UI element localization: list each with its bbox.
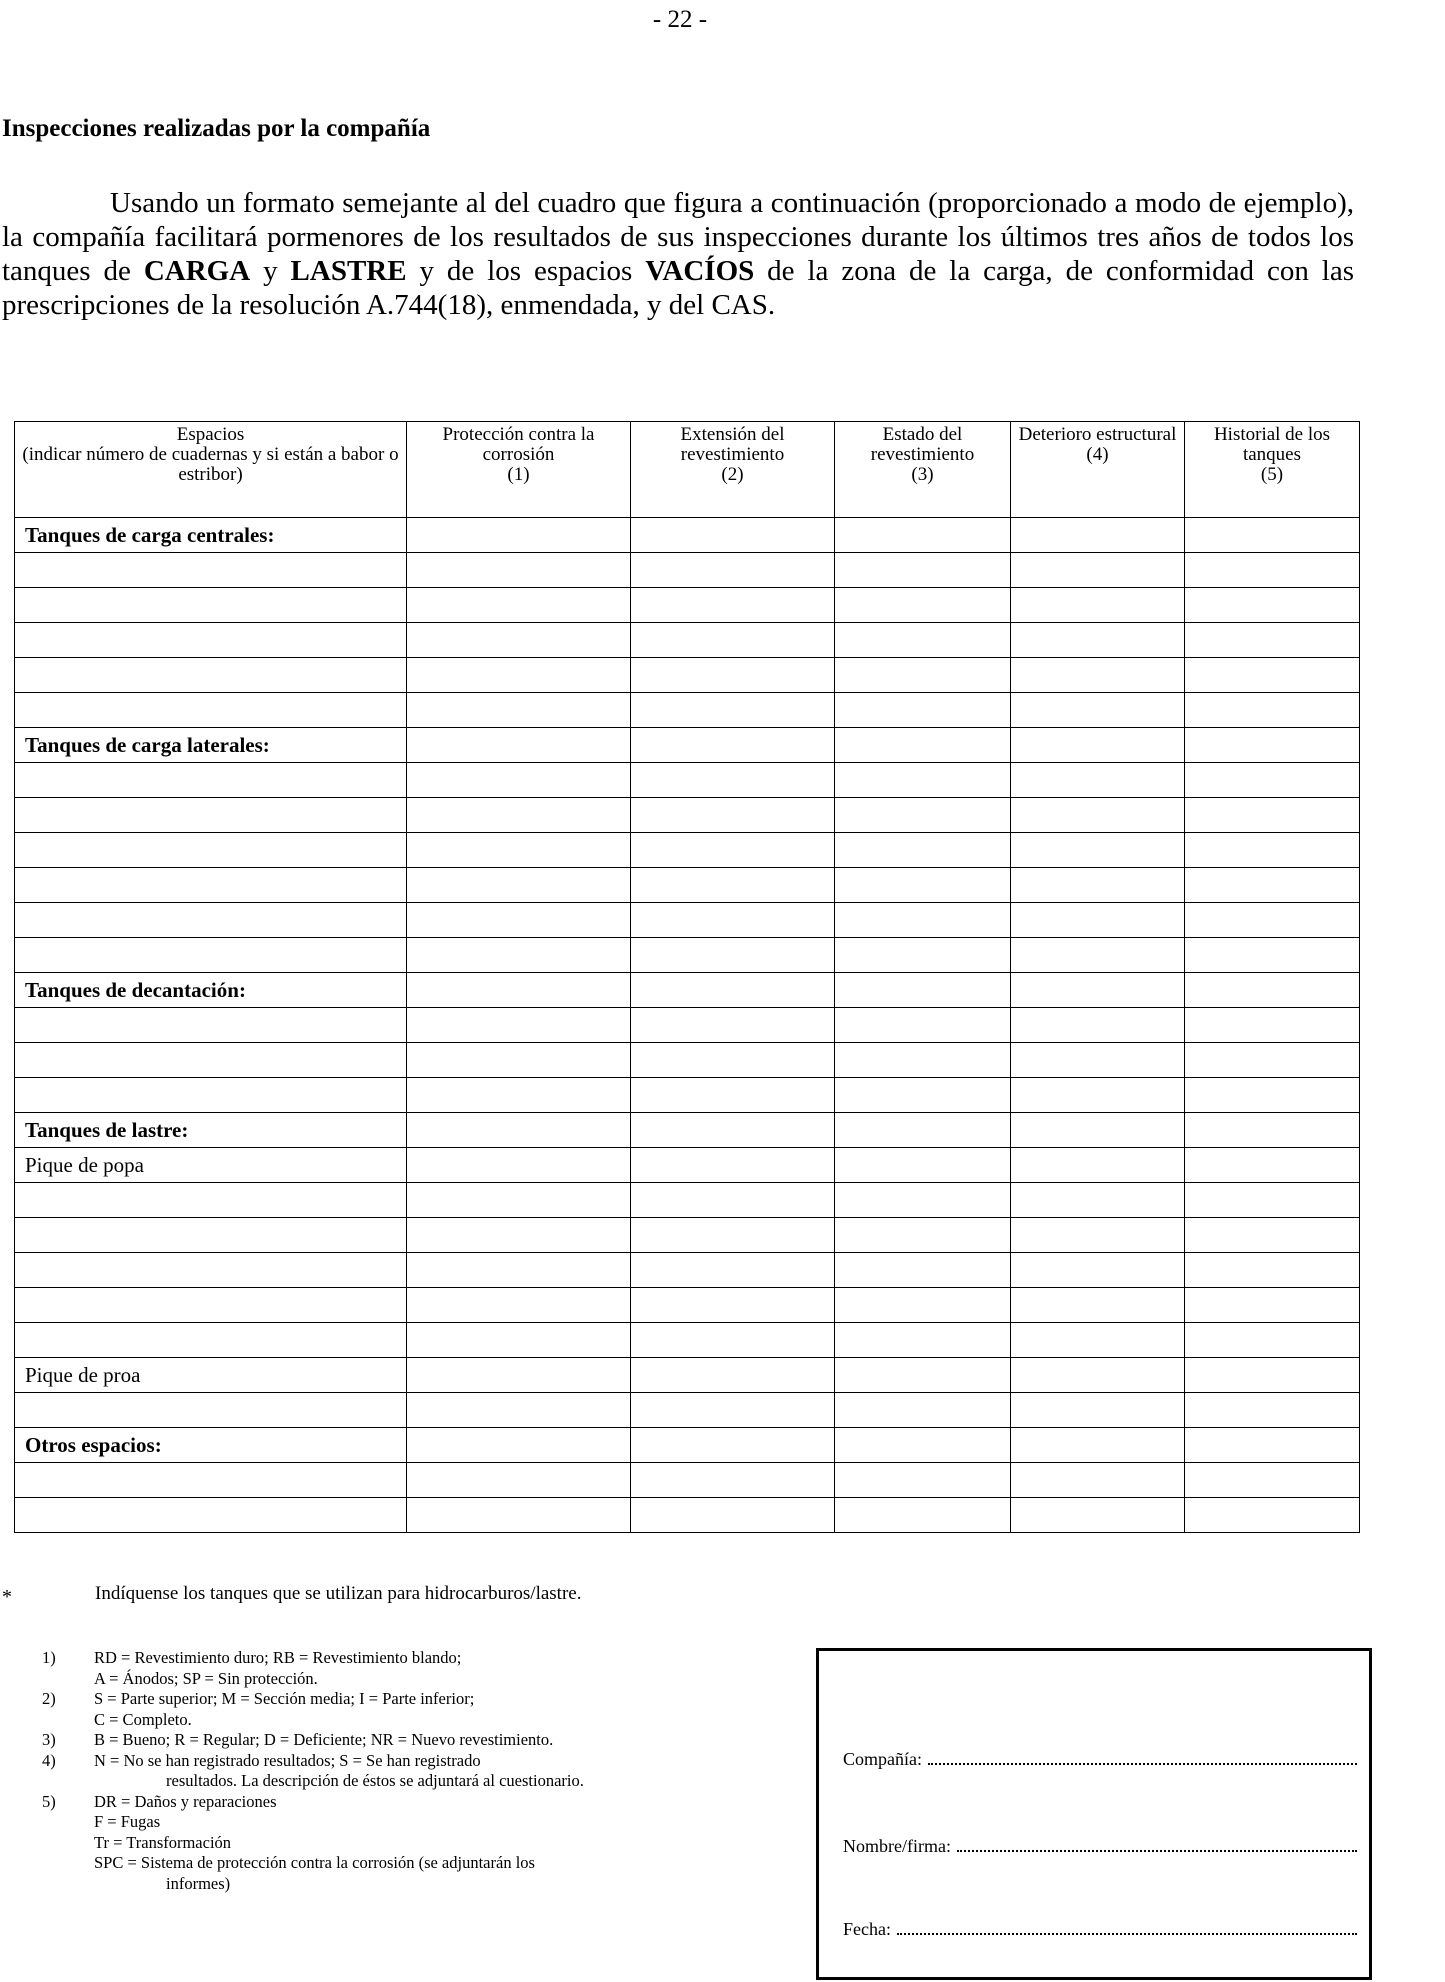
table-cell (1011, 903, 1185, 938)
table-cell (1185, 1288, 1360, 1323)
table-cell (835, 798, 1011, 833)
company-line (843, 1749, 1357, 1770)
legend-number: 5) (42, 1791, 56, 1811)
table-cell (1185, 1498, 1360, 1533)
table-cell (1011, 1113, 1185, 1148)
table-row (15, 903, 1360, 938)
table-cell (631, 1078, 835, 1113)
row-label-cell (15, 833, 407, 868)
table-cell (1011, 833, 1185, 868)
table-cell (407, 1078, 631, 1113)
date-line (843, 1919, 1357, 1940)
table-cell (835, 658, 1011, 693)
row-label-cell: Tanques de decantación: (15, 973, 407, 1008)
table-row (15, 1288, 1360, 1323)
table-cell (835, 1428, 1011, 1463)
table-cell (631, 658, 835, 693)
footnote-marker: * (2, 1586, 12, 1608)
table-cell (1011, 623, 1185, 658)
table-cell (835, 728, 1011, 763)
table-row (15, 763, 1360, 798)
table-row (15, 553, 1360, 588)
table-cell (835, 693, 1011, 728)
table-row (15, 1463, 1360, 1498)
table-cell (1011, 798, 1185, 833)
table-cell (407, 1043, 631, 1078)
company-label: Compañía: (843, 1749, 922, 1769)
row-label-cell (15, 798, 407, 833)
table-cell (835, 1218, 1011, 1253)
table-cell (1185, 1253, 1360, 1288)
legend-number: 4) (42, 1750, 56, 1770)
table-cell (835, 1463, 1011, 1498)
table-row (15, 1218, 1360, 1253)
table-cell (1011, 1498, 1185, 1533)
intro-bold-lastre: LASTRE (290, 255, 407, 287)
column-header-6: Historial de los tanques (5) (1185, 422, 1360, 518)
row-label-cell (15, 1078, 407, 1113)
table-cell (407, 763, 631, 798)
table-cell (631, 1498, 835, 1533)
row-label-cell (15, 553, 407, 588)
table-cell (835, 1113, 1011, 1148)
legend-line: F = Fugas (94, 1812, 161, 1831)
row-label-cell (15, 868, 407, 903)
table-cell (407, 1358, 631, 1393)
table-cell (631, 1463, 835, 1498)
table-header-row (15, 422, 1360, 518)
table-cell (631, 1148, 835, 1183)
row-label-cell (15, 658, 407, 693)
legend-line: C = Completo. (94, 1709, 192, 1729)
column-header-3: Extensión del revestimiento (2) (631, 422, 835, 518)
column-header-1: Espacios (indicar número de cuadernas y si están a babor o estribor) (15, 422, 407, 518)
table-cell (631, 1008, 835, 1043)
table-cell (1185, 973, 1360, 1008)
table-cell (407, 623, 631, 658)
table-cell (835, 553, 1011, 588)
table-cell (1185, 1428, 1360, 1463)
table-cell (407, 1323, 631, 1358)
table-cell (631, 518, 835, 553)
table-cell (631, 623, 835, 658)
table-cell (407, 1393, 631, 1428)
table-cell (1185, 1393, 1360, 1428)
legend-number: 1) (42, 1648, 56, 1667)
table-row (15, 728, 1360, 763)
row-label-cell (15, 1323, 407, 1358)
table-cell (631, 763, 835, 798)
table-cell (1011, 938, 1185, 973)
table-cell (631, 553, 835, 588)
table-cell (631, 1218, 835, 1253)
table-cell (1011, 1043, 1185, 1078)
table-cell (835, 868, 1011, 903)
table-cell (631, 868, 835, 903)
row-label-cell (15, 903, 407, 938)
table-cell (631, 728, 835, 763)
row-label-cell (15, 693, 407, 728)
row-label-cell (15, 1008, 407, 1043)
name-signature-line (843, 1836, 1357, 1857)
table-row (15, 518, 1360, 553)
table-row (15, 623, 1360, 658)
legend-line: RD = Revestimiento duro; RB = Revestimiento blando; (94, 1648, 462, 1667)
table-cell (407, 1498, 631, 1533)
table-cell (407, 798, 631, 833)
legend (42, 1648, 812, 1894)
table-cell (1185, 658, 1360, 693)
table-row (15, 693, 1360, 728)
table-cell (631, 1358, 835, 1393)
table-cell (1185, 1078, 1360, 1113)
table-cell (631, 1393, 835, 1428)
table-row (15, 1428, 1360, 1463)
table-cell (1185, 588, 1360, 623)
row-label-cell (15, 588, 407, 623)
table-cell (631, 833, 835, 868)
table-cell (1011, 1393, 1185, 1428)
table-cell (407, 728, 631, 763)
company-dots (928, 1762, 1357, 1765)
table-cell (1011, 1253, 1185, 1288)
table-cell (1011, 693, 1185, 728)
legend-item (42, 1730, 812, 1751)
table-cell (835, 1148, 1011, 1183)
name-dots (957, 1849, 1357, 1852)
intro-text-1: Usando un formato semejante al del cuadro que figura a continuación (proporcionado a modo de ejemplo), la compañía facilitará pormenores de los resultados de sus inspecciones durante los últimos tres años de todos los tanques de (2, 187, 1354, 287)
row-label-cell: Tanques de lastre: (15, 1113, 407, 1148)
table-cell (631, 903, 835, 938)
table-cell (631, 1323, 835, 1358)
legend-line: DR = Daños y reparaciones (94, 1791, 277, 1811)
footnote-text: Indíquense los tanques que se utilizan para hidrocarburos/lastre. (95, 1583, 582, 1604)
table-cell (835, 1323, 1011, 1358)
table-cell (1185, 868, 1360, 903)
table-cell (1011, 553, 1185, 588)
table-cell (1185, 693, 1360, 728)
table-cell (1185, 1218, 1360, 1253)
table-cell (1185, 1148, 1360, 1183)
table-cell (407, 938, 631, 973)
table-cell (835, 1078, 1011, 1113)
table-cell (407, 1218, 631, 1253)
section-heading: Inspecciones realizadas por la compañía (2, 115, 431, 142)
table-cell (1185, 1183, 1360, 1218)
table-cell (1011, 868, 1185, 903)
table-cell (631, 1113, 835, 1148)
table-cell (835, 1043, 1011, 1078)
table-cell (1011, 728, 1185, 763)
table-cell (1011, 1358, 1185, 1393)
row-label-cell (15, 623, 407, 658)
table-cell (407, 1288, 631, 1323)
table-row (15, 1043, 1360, 1078)
table-cell (1011, 1463, 1185, 1498)
signature-box (816, 1648, 1372, 1980)
table-row (15, 1113, 1360, 1148)
row-label-cell (15, 938, 407, 973)
table-cell (407, 1428, 631, 1463)
legend-number: 3) (42, 1730, 56, 1749)
table-cell (1011, 973, 1185, 1008)
table-cell (631, 973, 835, 1008)
table-cell (1011, 658, 1185, 693)
table-cell (1185, 833, 1360, 868)
table-cell (407, 518, 631, 553)
table-row (15, 1183, 1360, 1218)
table-row (15, 588, 1360, 623)
table-cell (407, 1463, 631, 1498)
column-header-5: Deterioro estructural (4) (1011, 422, 1185, 518)
table-row (15, 798, 1360, 833)
table-cell (1011, 1148, 1185, 1183)
table-cell (835, 763, 1011, 798)
table-row (15, 1323, 1360, 1358)
row-label-cell (15, 1393, 407, 1428)
legend-line: SPC = Sistema de protección contra la corrosión (se adjuntarán los (94, 1853, 535, 1872)
table-cell (1185, 518, 1360, 553)
table-row (15, 1393, 1360, 1428)
table-cell (407, 1008, 631, 1043)
table-cell (1185, 1008, 1360, 1043)
table-cell (835, 518, 1011, 553)
table-cell (407, 693, 631, 728)
row-label-cell (15, 763, 407, 798)
legend-item (42, 1648, 812, 1689)
table-row (15, 868, 1360, 903)
row-label-cell (15, 1183, 407, 1218)
legend-line: informes) (166, 1873, 231, 1893)
table-cell (835, 1288, 1011, 1323)
table-cell (631, 1288, 835, 1323)
date-dots (897, 1932, 1357, 1935)
row-label-cell (15, 1288, 407, 1323)
table-cell (407, 1148, 631, 1183)
row-label-cell (15, 1043, 407, 1078)
table-cell (835, 1498, 1011, 1533)
row-label-cell: Pique de popa (15, 1148, 407, 1183)
table-cell (1185, 1358, 1360, 1393)
table-cell (835, 1358, 1011, 1393)
table-cell (835, 1008, 1011, 1043)
table-cell (407, 973, 631, 1008)
table-row (15, 973, 1360, 1008)
legend-line: A = Ánodos; SP = Sin protección. (94, 1668, 318, 1688)
table-cell (1185, 1113, 1360, 1148)
table-row (15, 658, 1360, 693)
table-cell (835, 1183, 1011, 1218)
table-cell (1185, 553, 1360, 588)
table-cell (407, 903, 631, 938)
legend-line: N = No se han registrado resultados; S = Se han registrado (94, 1750, 481, 1770)
table-cell (631, 1428, 835, 1463)
row-label-cell: Otros espacios: (15, 1428, 407, 1463)
table-row (15, 1358, 1360, 1393)
row-label-cell (15, 1218, 407, 1253)
table-row (15, 1498, 1360, 1533)
row-label-cell (15, 1253, 407, 1288)
table-row (15, 1148, 1360, 1183)
inspection-table (14, 421, 1360, 1533)
intro-paragraph (2, 186, 1354, 322)
legend-line: Tr = Transformación (94, 1832, 232, 1852)
table-cell (407, 1113, 631, 1148)
table-row (15, 1008, 1360, 1043)
table-cell (631, 798, 835, 833)
table-cell (1011, 763, 1185, 798)
column-header-4: Estado del revestimiento (3) (835, 422, 1011, 518)
legend-item (42, 1792, 812, 1895)
column-header-2: Protección contra la corrosión (1) (407, 422, 631, 518)
row-label-cell (15, 1498, 407, 1533)
name-signature-label: Nombre/firma: (843, 1836, 951, 1856)
table-cell (407, 833, 631, 868)
row-label-cell (15, 1463, 407, 1498)
intro-text-3: y de los espacios (406, 255, 646, 287)
table-cell (1011, 1323, 1185, 1358)
table-cell (835, 1253, 1011, 1288)
table-cell (1011, 588, 1185, 623)
table-cell (835, 623, 1011, 658)
table-cell (835, 973, 1011, 1008)
table-cell (407, 868, 631, 903)
table-cell (1185, 1323, 1360, 1358)
legend-line: B = Bueno; R = Regular; D = Deficiente; NR = Nuevo revestimiento. (94, 1730, 554, 1749)
table-cell (835, 833, 1011, 868)
intro-text-2: y (250, 255, 291, 287)
table-body (15, 518, 1360, 1533)
date-label: Fecha: (843, 1919, 891, 1939)
table-cell (1185, 1043, 1360, 1078)
table-cell (407, 1183, 631, 1218)
table-cell (1011, 1288, 1185, 1323)
table-cell (1011, 1008, 1185, 1043)
table-cell (631, 693, 835, 728)
table-row (15, 1253, 1360, 1288)
table-cell (1011, 1078, 1185, 1113)
table-cell (1185, 798, 1360, 833)
page-number: - 22 - (652, 6, 708, 33)
intro-bold-vacios: VACÍOS (645, 255, 755, 287)
row-label-cell: Pique de proa (15, 1358, 407, 1393)
table-cell (1011, 1428, 1185, 1463)
table-cell (1185, 728, 1360, 763)
table-cell (407, 658, 631, 693)
table-cell (835, 938, 1011, 973)
table-cell (631, 1253, 835, 1288)
table-cell (631, 588, 835, 623)
table-cell (1185, 903, 1360, 938)
table-cell (835, 588, 1011, 623)
table-row (15, 833, 1360, 868)
table-cell (631, 1183, 835, 1218)
table-cell (407, 553, 631, 588)
table-cell (1185, 623, 1360, 658)
table-cell (407, 1253, 631, 1288)
legend-number: 2) (42, 1689, 56, 1708)
table-cell (1185, 938, 1360, 973)
legend-item (42, 1689, 812, 1730)
legend-item (42, 1751, 812, 1792)
legend-line: resultados. La descripción de éstos se adjuntará al cuestionario. (166, 1771, 584, 1790)
table-cell (1011, 518, 1185, 553)
table-cell (407, 588, 631, 623)
table-cell (1011, 1183, 1185, 1218)
table-cell (631, 1043, 835, 1078)
row-label-cell: Tanques de carga laterales: (15, 728, 407, 763)
table-cell (835, 903, 1011, 938)
table-cell (631, 938, 835, 973)
table-cell (1185, 763, 1360, 798)
legend-line: S = Parte superior; M = Sección media; I = Parte inferior; (94, 1689, 475, 1708)
row-label-cell: Tanques de carga centrales: (15, 518, 407, 553)
table-row (15, 938, 1360, 973)
table-cell (1011, 1218, 1185, 1253)
intro-text-4: de la zona de la carga, de conformidad con las prescripciones de la resolución A.744(18), enmendada, y del CAS. (2, 255, 1354, 321)
table-cell (835, 1393, 1011, 1428)
intro-bold-carga: CARGA (143, 255, 251, 287)
table-cell (1185, 1463, 1360, 1498)
table-row (15, 1078, 1360, 1113)
